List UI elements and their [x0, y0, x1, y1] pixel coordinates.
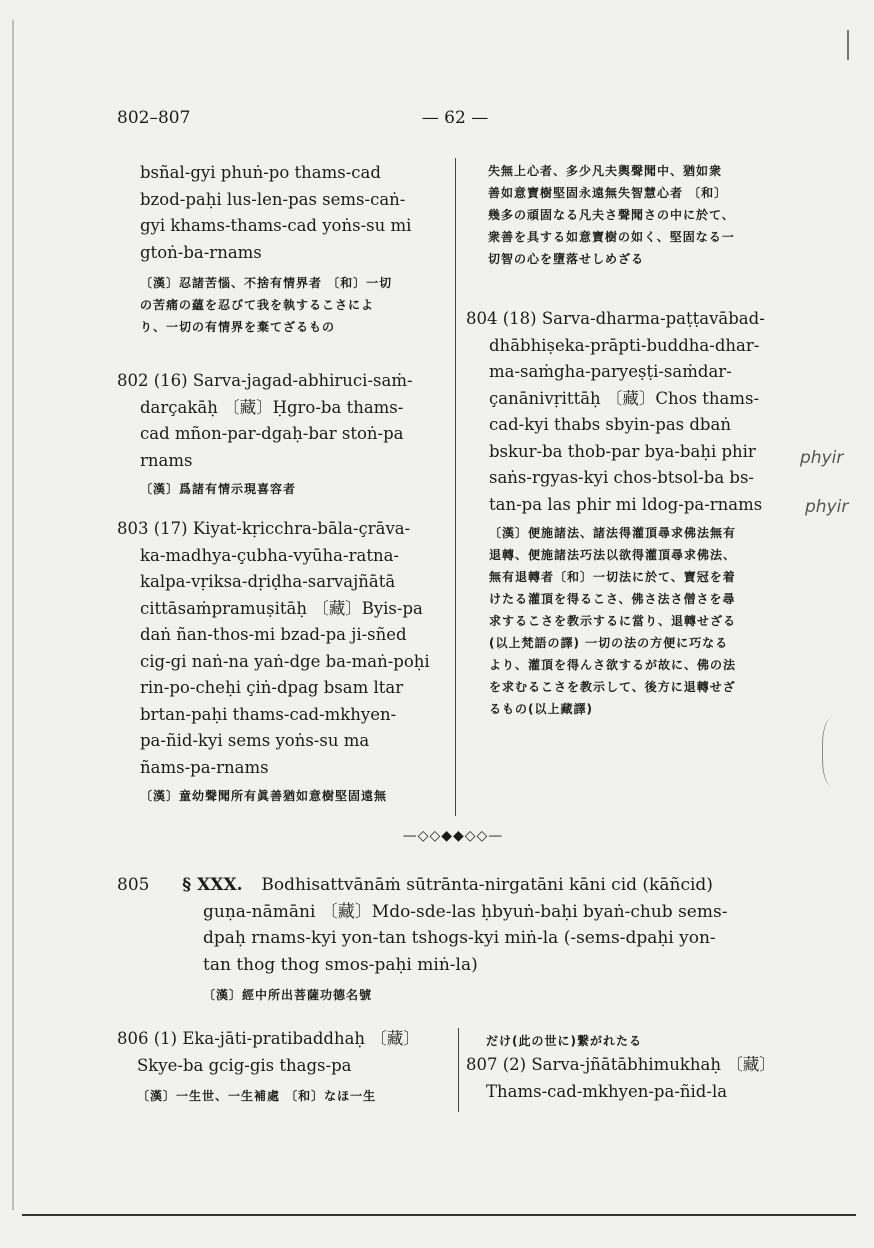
section-ornament: —◇◇◆◆◇◇—	[402, 828, 504, 844]
entry-line: rnams	[140, 450, 193, 470]
ja-line: 〔漢〕一生世、一生補處 〔和〕なほ一生	[137, 1089, 377, 1103]
section-number: 805	[117, 875, 150, 895]
entry-line: Thams-cad-mkhyen-pa-ñid-la	[486, 1081, 728, 1101]
page-bottom-edge	[22, 1214, 856, 1216]
ja-line: けたる灌頂を得るこさ、佛さ法さ僧さを尋	[489, 592, 736, 606]
ja-line: より、灌頂を得んさ欲するが故に、佛の法	[489, 658, 737, 672]
ja-line: 切智の心を墮落せしめざる	[488, 252, 645, 266]
entry-line: tan thog thog smos-paḥi miṅ-la)	[203, 954, 478, 975]
ja-line: 〔漢〕忍諸苦惱、不捨有情界者 〔和〕一切	[140, 276, 393, 290]
entry-line: tan-pa las phir mi ldog-pa-rnams	[489, 494, 763, 514]
entry-807	[466, 1030, 806, 1105]
entry-806	[117, 1026, 452, 1107]
ja-line: を求むるこさを教示して、後方に退轉せざ	[489, 680, 736, 694]
entry-line: brtan-paḥi thams-cad-mkhyen-	[140, 704, 397, 724]
entry-line: 807 (2) Sarva-jñātābhimukhaḥ 〔藏〕	[466, 1055, 776, 1074]
section-title: § XXX.	[182, 875, 243, 895]
entry-line: cittāsaṁpramuṣitāḥ 〔藏〕Byis-pa	[140, 598, 423, 618]
entry-line: kalpa-vṛiksa-dṛiḍha-sarvajñātā	[140, 572, 396, 591]
entry-line: 804 (18) Sarva-dharma-paṭṭavābad-	[466, 309, 765, 328]
entry-line: Bodhisattvānāṁ sūtrānta-nirgatāni kāni cid (kāñcid)	[261, 875, 713, 895]
entry-line: darçakāḥ 〔藏〕Ḥgro-ba thams-	[140, 397, 404, 417]
ja-line: 無有退轉者〔和〕一切法に於て、寶冠を着	[489, 570, 736, 584]
entry-line: Skye-ba gcig-gis thags-pa	[137, 1055, 352, 1075]
page-corner-mark	[847, 30, 849, 60]
entry-line: cig-gi naṅ-na yaṅ-dge ba-maṅ-poḥi	[140, 651, 430, 671]
ja-line: り、一切の有情界を棄てざるもの	[140, 320, 336, 334]
entry-range: 802–807	[117, 108, 191, 128]
section-805	[117, 872, 817, 1006]
ja-line: の苦痛の蘊を忍びて我を執するこさによ	[140, 298, 375, 312]
ja-line: 〔漢〕爲諸有情示現喜容者	[140, 482, 297, 496]
entry-line: saṅs-rgyas-kyi chos-btsol-ba bs-	[489, 468, 755, 487]
entry-line: pa-ñid-kyi sems yoṅs-su ma	[140, 731, 370, 750]
text-line: bzod-paḥi lus-len-pas sems-caṅ-	[140, 189, 406, 209]
text-line: gyi khams-thams-cad yoṅs-su mi	[140, 216, 412, 235]
entry-line: çanānivṛittāḥ 〔藏〕Chos thams-	[489, 388, 760, 408]
page-number: — 62 —	[421, 108, 489, 128]
ja-line: 求するこさを教示するに當り、退轉せざる	[489, 614, 737, 628]
margin-annotation: phyir	[805, 497, 849, 517]
entry-line: guṇa-nāmāni 〔藏〕Mdo-sde-las ḥbyuṅ-baḥi byaṅ-chub sems-	[203, 901, 728, 922]
margin-annotation: phyir	[800, 448, 844, 468]
ja-line: 善如意寶樹堅固永遠無失智慧心者 〔和〕	[488, 186, 728, 200]
ja-line: (以上梵語の譯) 一切の法の方便に巧なる	[489, 636, 729, 650]
column-divider	[458, 1028, 459, 1112]
entry-line: dpaḥ rnams-kyi yon-tan tshogs-kyi miṅ-la (-sems-dpaḥi yon-	[203, 928, 716, 948]
entry-line: ñams-pa-rnams	[140, 757, 269, 777]
column-divider	[455, 158, 456, 816]
text-line: gtoṅ-ba-rnams	[140, 242, 262, 262]
ja-line: るもの(以上藏譯)	[489, 702, 593, 716]
entry-line: rin-po-cheḥi çiṅ-dpag bsam ltar	[140, 678, 404, 697]
entry-line: bskur-ba thob-par bya-baḥi phir	[489, 441, 756, 461]
text-line: bsñal-gyi phuṅ-po thams-cad	[140, 163, 381, 182]
entry-line: cad-kyi thabs sbyin-pas dbaṅ	[489, 415, 731, 434]
entry-line: 806 (1) Eka-jāti-pratibaddhaḥ 〔藏〕	[117, 1029, 420, 1048]
entry-line: 802 (16) Sarva-jagad-abhiruci-saṁ-	[117, 371, 413, 390]
entry-802	[117, 368, 447, 500]
ja-line: だけ(此の世に)繋がれたる	[486, 1034, 642, 1048]
ja-line: 失無上心者、多少凡夫輿聲聞中、猶如衆	[488, 164, 723, 178]
pencil-mark	[822, 718, 845, 786]
entry-line: 803 (17) Kiyat-kṛicchra-bāla-çrāva-	[117, 519, 411, 538]
right-column-top	[488, 160, 818, 270]
section-heading-line	[117, 872, 817, 899]
page-edge-line	[12, 20, 14, 1210]
ja-line: 〔漢〕便施諸法、諸法得灌頂尋求佛法無有	[489, 526, 737, 540]
entry-line: ma-saṁgha-paryeṣṭi-saṁdar-	[489, 362, 732, 381]
ja-line: 退轉、便施諸法巧法以欲得灌頂尋求佛法、	[489, 548, 737, 562]
ja-line: 幾多の頑固なる凡夫さ聲聞さの中に於て、	[488, 208, 735, 222]
entry-804	[466, 306, 806, 720]
entry-line: daṅ ñan-thos-mi bzad-pa ji-sñed	[140, 625, 407, 644]
ja-line: 〔漢〕經中所出菩薩功德名號	[203, 988, 373, 1002]
ja-line: 〔漢〕童幼聲聞所有眞善猶如意樹堅固遠無	[140, 789, 388, 803]
ja-line: 衆善を具する如意寶樹の如く、堅固なる一	[488, 230, 735, 244]
entry-line: cad mñon-par-dgaḥ-bar stoṅ-pa	[140, 424, 404, 443]
entry-803	[117, 516, 447, 807]
entry-line: dhābhiṣeka-prāpti-buddha-dhar-	[489, 335, 760, 355]
left-column	[140, 160, 445, 338]
entry-line: ka-madhya-çubha-vyūha-ratna-	[140, 545, 399, 565]
